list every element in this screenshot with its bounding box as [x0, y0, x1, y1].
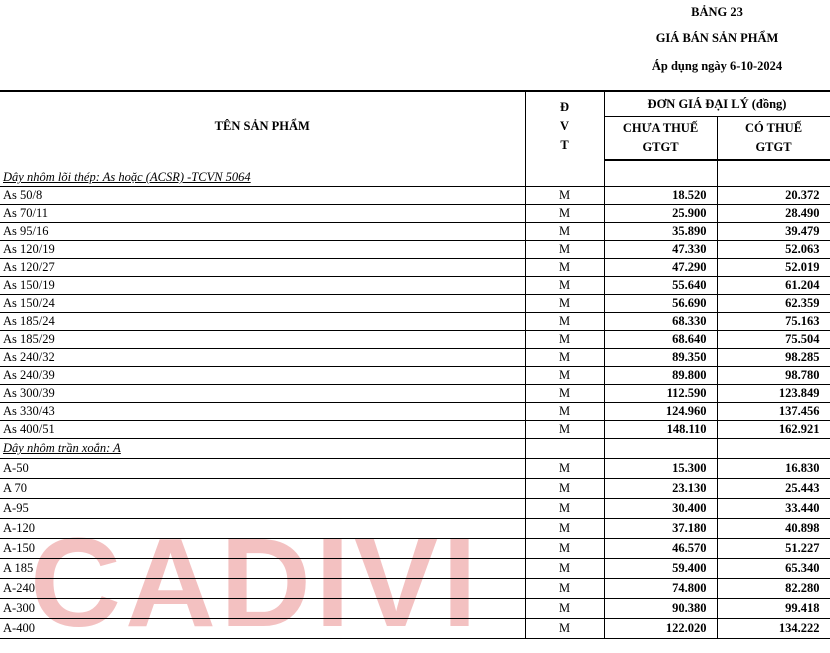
unit-cell: M: [525, 599, 604, 619]
table-row: [0, 519, 830, 539]
pre-tax-header-line-1: CHƯA THUẾ: [622, 121, 699, 135]
with-tax-price-cell: 123.849: [717, 385, 830, 403]
unit-header-line-2: V: [559, 118, 570, 133]
unit-cell: M: [525, 579, 604, 599]
with-tax-price-cell: 99.418: [717, 599, 830, 619]
unit-cell: M: [525, 205, 604, 223]
with-tax-price-cell: 25.443: [717, 479, 830, 499]
product-name-cell: A-120: [0, 519, 525, 539]
pre-tax-price-cell: 56.690: [604, 295, 717, 313]
column-header-unit: [525, 91, 604, 160]
product-name-cell: A-50: [0, 459, 525, 479]
pre-tax-price-cell: 89.800: [604, 367, 717, 385]
pre-tax-price-cell: 30.400: [604, 499, 717, 519]
pre-tax-price-cell: 37.180: [604, 519, 717, 539]
pre-tax-price-cell: 68.640: [604, 331, 717, 349]
unit-cell: M: [525, 349, 604, 367]
table-row: [0, 599, 830, 619]
table-row: [0, 579, 830, 599]
unit-cell: M: [525, 539, 604, 559]
pre-tax-price-cell: 90.380: [604, 599, 717, 619]
with-tax-header-line-2: GTGT: [755, 140, 792, 154]
with-tax-price-cell: 98.780: [717, 367, 830, 385]
section-title-aluminum: Dây nhôm trần xoắn: A: [3, 441, 121, 455]
with-tax-price-cell: 20.372: [717, 187, 830, 205]
unit-header-line-1: Đ: [559, 99, 570, 114]
with-tax-price-cell: 134.222: [717, 619, 830, 639]
product-name-cell: As 50/8: [0, 187, 525, 205]
product-name-cell: As 70/11: [0, 205, 525, 223]
unit-cell: M: [525, 241, 604, 259]
unit-cell: M: [525, 259, 604, 277]
with-tax-price-cell: 52.019: [717, 259, 830, 277]
unit-cell: M: [525, 479, 604, 499]
unit-cell: M: [525, 421, 604, 439]
product-name-cell: As 185/29: [0, 331, 525, 349]
unit-cell: M: [525, 367, 604, 385]
column-header-pre-tax: [604, 117, 717, 161]
table-row: [0, 313, 830, 331]
table-row: [0, 241, 830, 259]
pre-tax-price-cell: 55.640: [604, 277, 717, 295]
with-tax-price-cell: 137.456: [717, 403, 830, 421]
column-header-with-tax: [717, 117, 830, 161]
pre-tax-price-cell: 122.020: [604, 619, 717, 639]
unit-cell: M: [525, 331, 604, 349]
pre-tax-price-cell: 18.520: [604, 187, 717, 205]
pre-tax-price-cell: 59.400: [604, 559, 717, 579]
unit-cell: M: [525, 385, 604, 403]
unit-cell: M: [525, 499, 604, 519]
product-name-cell: As 120/27: [0, 259, 525, 277]
table-row: [0, 459, 830, 479]
table-row: [0, 331, 830, 349]
pre-tax-header-line-2: GTGT: [642, 140, 679, 154]
table-row: [0, 619, 830, 639]
pre-tax-price-cell: 47.290: [604, 259, 717, 277]
unit-cell: M: [525, 619, 604, 639]
unit-cell: M: [525, 223, 604, 241]
product-name-cell: As 240/32: [0, 349, 525, 367]
product-name-cell: As 400/51: [0, 421, 525, 439]
unit-header-line-3: T: [560, 137, 569, 152]
pre-tax-price-cell: 46.570: [604, 539, 717, 559]
pre-tax-price-cell: 89.350: [604, 349, 717, 367]
watermark-logo: CADIVI: [30, 512, 482, 653]
unit-cell: M: [525, 313, 604, 331]
with-tax-price-cell: 39.479: [717, 223, 830, 241]
product-name-cell: As 150/19: [0, 277, 525, 295]
pre-tax-price-cell: 15.300: [604, 459, 717, 479]
column-header-product-name: TÊN SẢN PHẨM: [0, 91, 525, 160]
with-tax-price-cell: 61.204: [717, 277, 830, 295]
product-name-cell: A-400: [0, 619, 525, 639]
table-row: [0, 223, 830, 241]
with-tax-price-cell: 82.280: [717, 579, 830, 599]
product-name-cell: As 120/19: [0, 241, 525, 259]
table-row: [0, 277, 830, 295]
section-acsr-body: [0, 160, 830, 439]
pre-tax-price-cell: 23.130: [604, 479, 717, 499]
unit-cell: M: [525, 459, 604, 479]
table-row: [0, 349, 830, 367]
product-name-cell: A-300: [0, 599, 525, 619]
product-name-cell: As 150/24: [0, 295, 525, 313]
with-tax-price-cell: 62.359: [717, 295, 830, 313]
table-number: BẢNG 23: [691, 5, 743, 19]
with-tax-header-line-1: CÓ THUẾ: [744, 121, 803, 135]
product-name-cell: A-240: [0, 579, 525, 599]
pre-tax-price-cell: 68.330: [604, 313, 717, 331]
table-row: [0, 499, 830, 519]
table-row: [0, 385, 830, 403]
applied-date: Áp dụng ngày 6-10-2024: [651, 59, 783, 73]
with-tax-price-cell: 33.440: [717, 499, 830, 519]
product-name-cell: As 185/24: [0, 313, 525, 331]
pre-tax-price-cell: 35.890: [604, 223, 717, 241]
table-row: [0, 187, 830, 205]
table-row: [0, 421, 830, 439]
unit-cell: M: [525, 519, 604, 539]
pre-tax-price-cell: 74.800: [604, 579, 717, 599]
pre-tax-price-cell: 124.960: [604, 403, 717, 421]
pre-tax-price-cell: 148.110: [604, 421, 717, 439]
table-row: [0, 479, 830, 499]
product-name-cell: As 240/39: [0, 367, 525, 385]
unit-cell: M: [525, 559, 604, 579]
table-row: [0, 559, 830, 579]
with-tax-price-cell: 52.063: [717, 241, 830, 259]
with-tax-price-cell: 40.898: [717, 519, 830, 539]
unit-cell: M: [525, 403, 604, 421]
unit-cell: M: [525, 295, 604, 313]
table-row: [0, 259, 830, 277]
pre-tax-price-cell: 47.330: [604, 241, 717, 259]
section-title-acsr: Dây nhôm lõi thép: As hoặc (ACSR) -TCVN 5064: [3, 170, 251, 184]
unit-cell: M: [525, 187, 604, 205]
table-row: [0, 295, 830, 313]
table-row: [0, 205, 830, 223]
product-name-cell: As 95/16: [0, 223, 525, 241]
product-name-cell: A 70: [0, 479, 525, 499]
unit-cell: M: [525, 277, 604, 295]
table-row: [0, 403, 830, 421]
product-name-cell: A-150: [0, 539, 525, 559]
section-aluminum-body: [0, 439, 830, 639]
document-title: GIÁ BÁN SẢN PHẨM: [655, 31, 779, 45]
section-header-row: [0, 169, 830, 187]
with-tax-price-cell: 162.921: [717, 421, 830, 439]
with-tax-price-cell: 75.504: [717, 331, 830, 349]
product-name-cell: A 185: [0, 559, 525, 579]
with-tax-price-cell: 98.285: [717, 349, 830, 367]
with-tax-price-cell: 65.340: [717, 559, 830, 579]
section-header-row: [0, 439, 830, 459]
pre-tax-price-cell: 112.590: [604, 385, 717, 403]
pre-tax-price-cell: 25.900: [604, 205, 717, 223]
product-name-cell: A-95: [0, 499, 525, 519]
with-tax-price-cell: 28.490: [717, 205, 830, 223]
with-tax-price-cell: 75.163: [717, 313, 830, 331]
product-name-cell: As 300/39: [0, 385, 525, 403]
table-row: [0, 539, 830, 559]
product-name-cell: As 330/43: [0, 403, 525, 421]
with-tax-price-cell: 51.227: [717, 539, 830, 559]
column-header-dealer-price: ĐƠN GIÁ ĐẠI LÝ (đồng): [604, 91, 830, 117]
with-tax-price-cell: 16.830: [717, 459, 830, 479]
price-table: [0, 90, 830, 639]
table-row: [0, 367, 830, 385]
